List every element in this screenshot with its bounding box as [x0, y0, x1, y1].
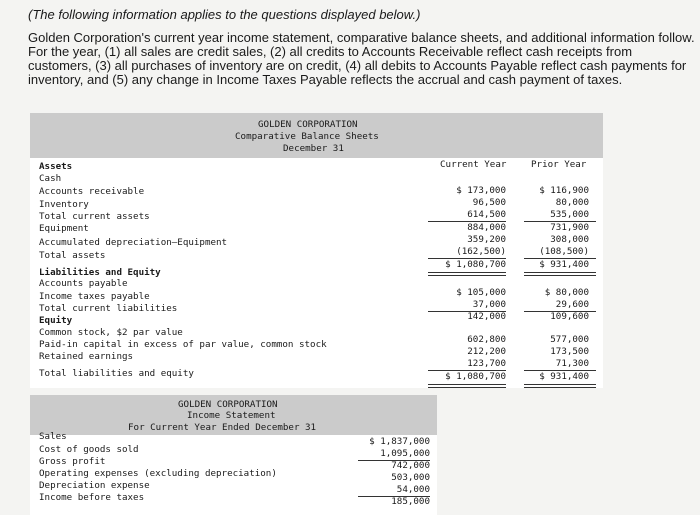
inventory-current: 614,500 — [467, 209, 506, 220]
accum-dep-prior: (108,500) — [539, 246, 589, 257]
tle-current: $ 1,080,700 — [445, 371, 506, 382]
income-statement — [30, 395, 437, 515]
liabilities-heading: Liabilities and Equity — [39, 267, 161, 278]
equipment-prior: 308,000 — [550, 234, 589, 245]
ar-prior: 80,000 — [555, 197, 589, 208]
tca-current: 884,000 — [467, 222, 506, 233]
double-underline — [428, 272, 506, 276]
row-label: Income before taxes — [39, 492, 145, 503]
tcl-current: 142,000 — [467, 311, 506, 322]
row-label: Accumulated depreciation—Equipment — [39, 237, 228, 248]
apic-current: 212,200 — [467, 346, 506, 357]
cogs-value: 1,095,000 — [380, 448, 430, 459]
inventory-prior: 535,000 — [550, 209, 589, 220]
ar-current: 96,500 — [472, 197, 506, 208]
row-label: Retained earnings — [39, 351, 134, 362]
row-label: Cost of goods sold — [39, 444, 139, 455]
row-label: Cash — [39, 173, 62, 184]
row-label: Common stock, $2 par value — [39, 327, 183, 338]
tcl-prior: 109,600 — [550, 311, 589, 322]
cs-current: 602,800 — [467, 334, 506, 345]
tca-prior: 731,900 — [550, 222, 589, 233]
ap-current: $ 105,000 — [456, 287, 506, 298]
equity-heading: Equity — [39, 315, 73, 326]
row-label: Total liabilities and equity — [39, 368, 194, 379]
income-period: For Current Year Ended December 31 — [128, 422, 317, 433]
balance-sheet — [30, 113, 603, 388]
cash-prior: $ 116,900 — [539, 185, 589, 196]
row-label: Total current assets — [39, 211, 150, 222]
intro-paragraph: Golden Corporation's current year income statement, comparative balance sheets, and additional information follow. For the year, (1) all sales are credit sales, (2) all credits to Accounts Receivable reflect cash receipts from customers, (3) all purchases of inventory are on credit, (4) all debits to Accounts Payable reflect cash payments for inventory, and (5) any change in Income Taxes Payable reflects the accrual and cash payment of taxes. — [28, 30, 695, 87]
row-label: Income taxes payable — [39, 291, 150, 302]
intro-note: (The following information applies to the questions displayed below.) — [28, 7, 421, 22]
total-assets-current: $ 1,080,700 — [445, 259, 506, 270]
row-label: Gross profit — [39, 456, 106, 467]
re-current: 123,700 — [467, 358, 506, 369]
income-company: GOLDEN CORPORATION — [178, 399, 278, 410]
apic-prior: 173,500 — [550, 346, 589, 357]
row-label: Accounts receivable — [39, 186, 145, 197]
row-label: Accounts payable — [39, 278, 128, 289]
cash-current: $ 173,000 — [456, 185, 506, 196]
depreciation-value: 54,000 — [396, 484, 430, 495]
sales-value: $ 1,837,000 — [369, 436, 430, 447]
double-underline — [428, 384, 506, 388]
itp-current: 37,000 — [472, 299, 506, 310]
row-label: Equipment — [39, 223, 89, 234]
re-prior: 71,300 — [555, 358, 589, 369]
row-label: Operating expenses (excluding depreciation) — [39, 468, 277, 479]
gross-profit-value: 742,000 — [391, 460, 430, 471]
row-label: Total current liabilities — [39, 303, 178, 314]
col-prior-year: Prior Year — [531, 159, 587, 170]
row-label: Paid-in capital in excess of par value, common stock — [39, 339, 327, 350]
balance-date: December 31 — [283, 143, 344, 154]
double-underline — [524, 384, 596, 388]
double-underline — [524, 272, 596, 276]
income-title: Income Statement — [187, 410, 276, 421]
opex-value: 503,000 — [391, 472, 430, 483]
intro-block — [28, 8, 696, 87]
income-before-taxes-value: 185,000 — [391, 496, 430, 507]
itp-prior: 29,600 — [555, 299, 589, 310]
tle-prior: $ 931,400 — [539, 371, 589, 382]
balance-company: GOLDEN CORPORATION — [258, 119, 358, 130]
row-label: Total assets — [39, 250, 106, 261]
row-label: Inventory — [39, 199, 89, 210]
total-assets-prior: $ 931,400 — [539, 259, 589, 270]
assets-heading: Assets — [39, 161, 73, 172]
balance-title: Comparative Balance Sheets — [235, 131, 379, 142]
accum-dep-current: (162,500) — [456, 246, 506, 257]
col-current-year: Current Year — [440, 159, 507, 170]
row-label: Depreciation expense — [39, 480, 150, 491]
cs-prior: 577,000 — [550, 334, 589, 345]
row-label: Sales — [39, 431, 67, 442]
equipment-current: 359,200 — [467, 234, 506, 245]
ap-prior: $ 80,000 — [544, 287, 589, 298]
